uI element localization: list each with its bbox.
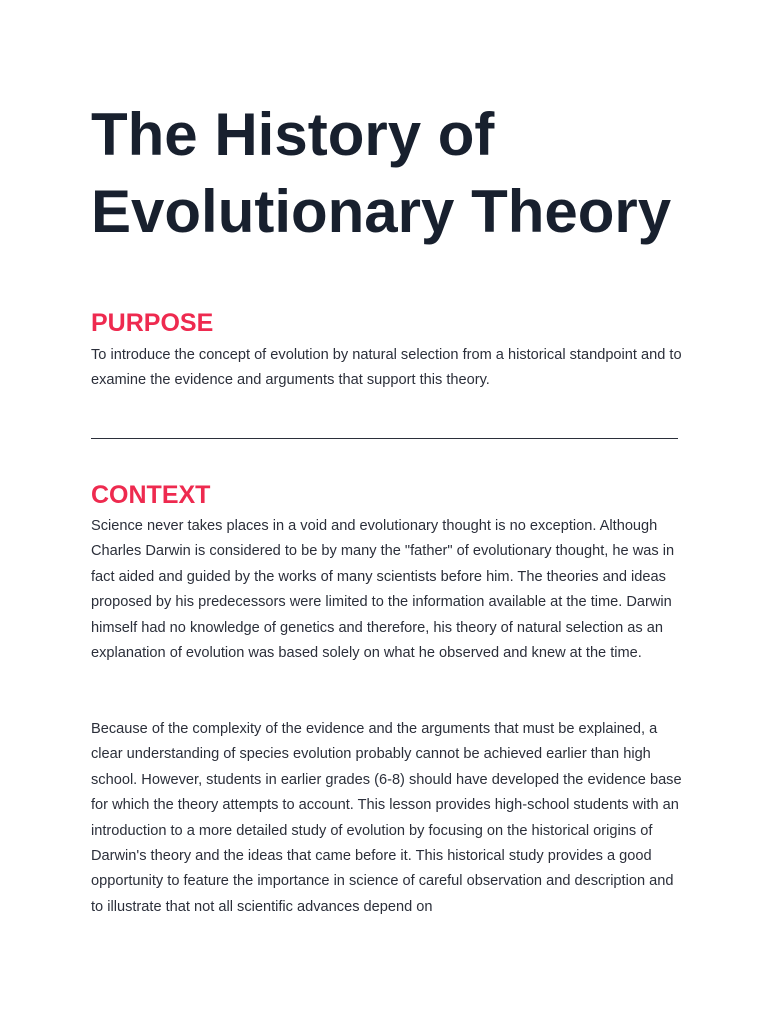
context-paragraph-2: Because of the complexity of the evidence and the arguments that must be explained, a clear understanding of species evolution probably cannot be achieved earlier than high school. However, students in earlier grades (6-8) should have developed the evidence base for which the theory attempts to account. This lesson provides high-school students with an introduction to a more detailed study of evolution by focusing on the historical origins of Darwin's theory and the ideas that came before it. This historical study provides a good opportunity to feature the importance in science of careful observation and description and to illustrate that not all scientific advances depend on [91,721,682,915]
section-heading-context: CONTEXT [91,481,211,509]
purpose-paragraph: To introduce the concept of evolution by natural selection from a historical standpoint and to examine the evidence and arguments that support this theory. [91,347,682,389]
section-heading-purpose: PURPOSE [91,309,214,337]
context-paragraph-1: Science never takes places in a void and evolutionary thought is no exception. Although Charles Darwin is considered to be by many the "father" of evolutionary thought, he was in fact aided and guided by the works of many scientists before him. The theories and ideas proposed by his predecessors were limited to the information available at the time. Darwin himself had no knowledge of genetics and therefore, his theory of natural selection as an explanation of evolution was based solely on what he observed and knew at the time. [91,518,675,662]
section-divider [91,438,678,439]
document-title: The History of Evolutionary Theory [91,101,672,245]
